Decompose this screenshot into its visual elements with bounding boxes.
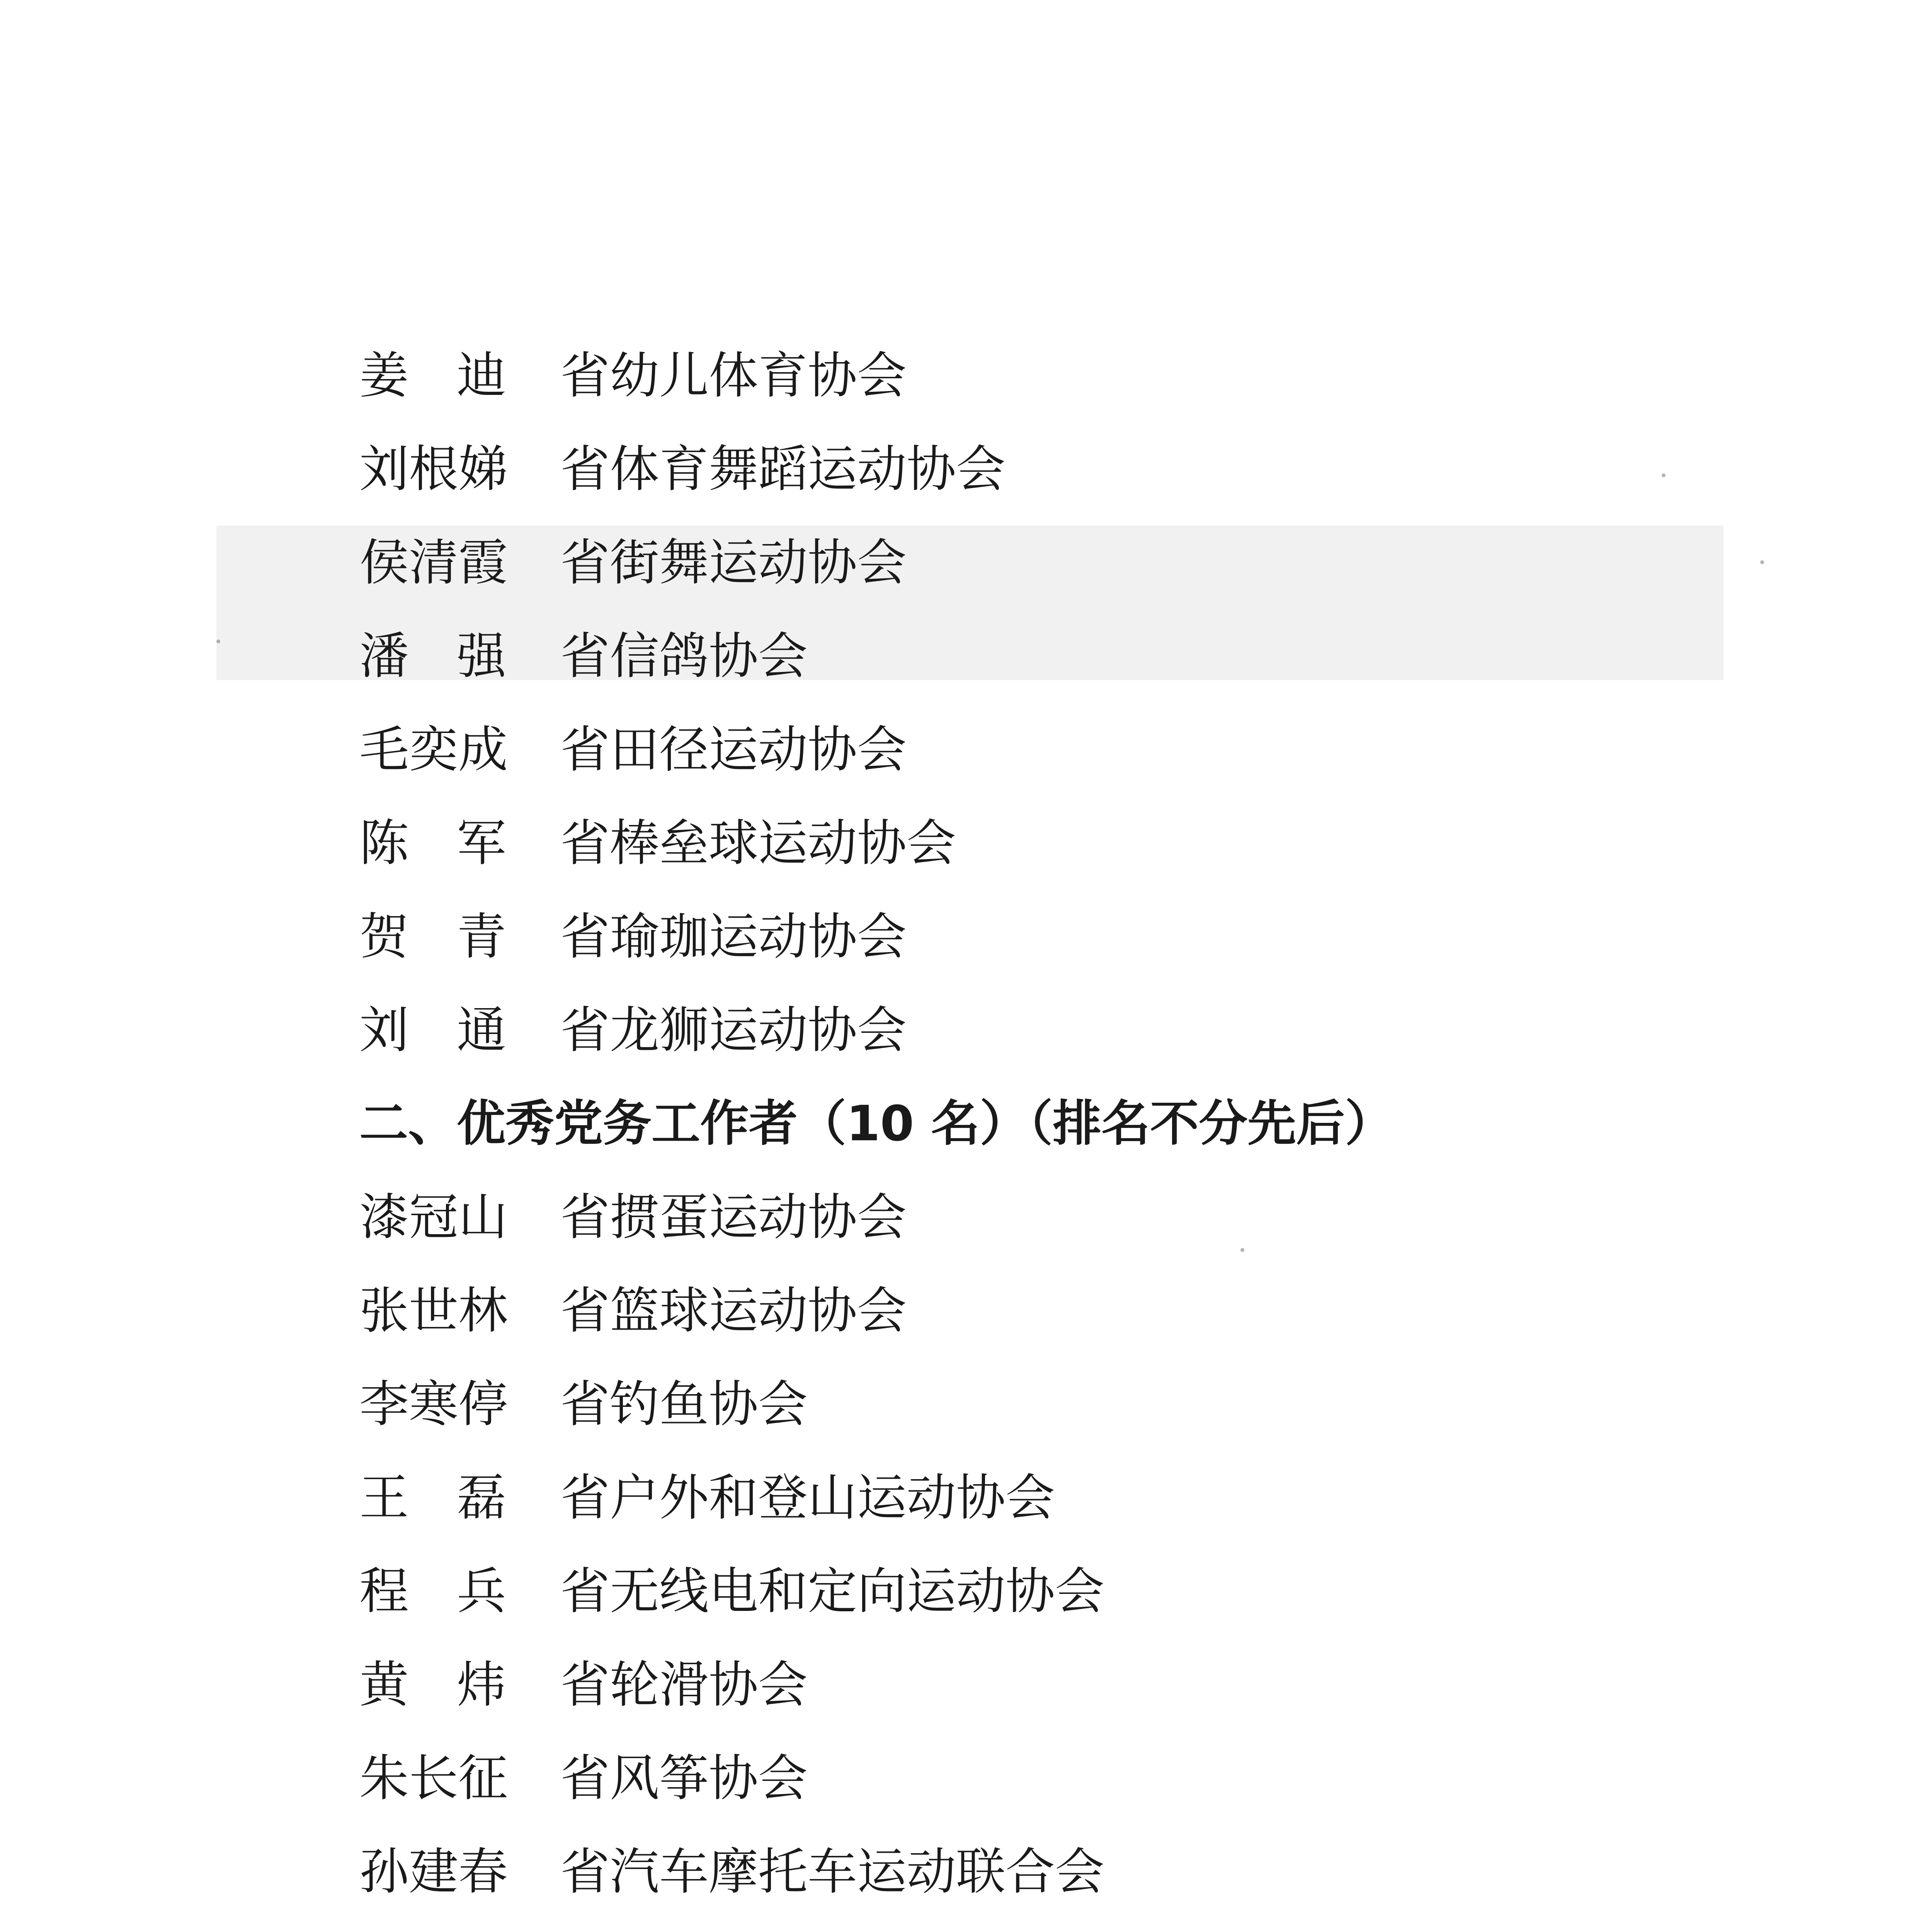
person-name xyxy=(359,803,506,874)
person-organization: 省轮滑协会 xyxy=(560,1656,808,1714)
name-character: 程 xyxy=(359,1563,409,1620)
person-organization: 省掼蛋运动协会 xyxy=(560,1189,907,1246)
list-item xyxy=(359,1166,1751,1260)
person-organization: 省棒垒球运动协会 xyxy=(560,815,956,872)
name-character: 刘 xyxy=(359,440,409,498)
person-name xyxy=(359,1832,506,1903)
name-character: 强 xyxy=(456,628,506,685)
name-character xyxy=(359,1925,409,1932)
list-item xyxy=(359,1821,1751,1914)
document-body xyxy=(359,325,1751,1932)
name-character: 军 xyxy=(456,815,506,872)
name-character: 长 xyxy=(409,1750,459,1807)
person-organization: 省汽车摩托车运动联合会 xyxy=(560,1843,1105,1901)
name-character: 炜 xyxy=(456,1656,506,1714)
name-character: 清 xyxy=(409,534,459,592)
name-character: 春 xyxy=(458,1843,508,1901)
name-character: 毛 xyxy=(359,721,409,779)
name-character: 王 xyxy=(359,1469,409,1527)
name-character: 迪 xyxy=(456,347,506,405)
name-character: 奕 xyxy=(409,721,459,779)
person-organization xyxy=(560,1925,956,1932)
scan-speck xyxy=(1240,1248,1244,1252)
person-organization: 省瑜珈运动协会 xyxy=(560,908,907,966)
section-heading: 二、优秀党务工作者（10 名）（排名不分先后） xyxy=(359,1095,1394,1152)
list-item xyxy=(359,325,1751,418)
list-item xyxy=(359,1447,1751,1540)
name-character xyxy=(457,1925,506,1932)
list-item xyxy=(359,512,1751,605)
name-character: 林 xyxy=(458,1282,508,1340)
list-item xyxy=(359,1260,1751,1353)
person-name xyxy=(359,1738,506,1810)
person-organization: 省街舞运动协会 xyxy=(560,534,907,592)
list-item xyxy=(359,1540,1751,1634)
scan-speck xyxy=(216,639,220,643)
name-character: 根 xyxy=(409,440,459,498)
person-name xyxy=(359,710,506,781)
list-item xyxy=(359,1353,1751,1447)
person-organization: 省信鸽协会 xyxy=(560,628,808,685)
person-name xyxy=(359,1364,506,1435)
name-character: 李 xyxy=(359,1376,409,1433)
person-organization: 省钓鱼协会 xyxy=(560,1376,808,1433)
scan-speck xyxy=(1760,560,1764,564)
list-item xyxy=(359,699,1751,792)
name-character: 世 xyxy=(409,1282,459,1340)
name-character: 孙 xyxy=(359,1843,409,1901)
person-organization: 省田径运动协会 xyxy=(560,721,907,779)
name-character: 漆 xyxy=(359,1189,409,1246)
name-character: 磊 xyxy=(456,1469,506,1527)
person-name xyxy=(359,1177,506,1248)
list-item xyxy=(359,792,1751,886)
person-organization: 省龙狮运动协会 xyxy=(560,1002,907,1059)
name-character: 兵 xyxy=(456,1563,506,1620)
person-name xyxy=(359,523,506,594)
name-character: 成 xyxy=(458,721,508,779)
name-character: 山 xyxy=(458,1189,508,1246)
person-organization: 省风筝协会 xyxy=(560,1750,808,1807)
name-character: 通 xyxy=(456,1002,506,1059)
name-character: 霞 xyxy=(458,534,508,592)
name-character: 潘 xyxy=(359,628,409,685)
person-organization: 省户外和登山运动协会 xyxy=(560,1469,1055,1527)
name-character: 冠 xyxy=(409,1189,459,1246)
list-item xyxy=(359,1914,1751,1932)
person-organization: 省无线电和定向运动协会 xyxy=(560,1563,1105,1620)
person-name xyxy=(359,1925,506,1932)
person-name xyxy=(359,1645,506,1716)
name-character: 娣 xyxy=(458,440,508,498)
scan-speck xyxy=(1662,473,1666,477)
person-name xyxy=(359,897,506,968)
list-item xyxy=(359,1727,1751,1821)
name-character: 寒 xyxy=(409,1376,459,1433)
person-name xyxy=(359,1271,506,1342)
person-name xyxy=(359,429,506,500)
name-character: 停 xyxy=(458,1376,508,1433)
name-character: 张 xyxy=(359,1282,409,1340)
list-item xyxy=(359,886,1751,979)
person-name xyxy=(359,336,506,407)
name-character: 姜 xyxy=(359,347,409,405)
list-item xyxy=(359,1634,1751,1727)
name-character: 刘 xyxy=(359,1002,409,1059)
list-item xyxy=(359,979,1751,1073)
person-organization: 省体育舞蹈运动协会 xyxy=(560,440,1006,498)
person-name xyxy=(359,616,506,687)
name-character: 陈 xyxy=(359,815,409,872)
name-character: 黄 xyxy=(359,1656,409,1714)
list-item xyxy=(359,418,1751,512)
person-name xyxy=(359,990,506,1061)
person-organization: 省篮球运动协会 xyxy=(560,1282,907,1340)
name-character: 侯 xyxy=(359,534,409,592)
person-name xyxy=(359,1458,506,1529)
name-character: 朱 xyxy=(359,1750,409,1807)
name-character: 征 xyxy=(458,1750,508,1807)
person-name xyxy=(359,1551,506,1622)
name-character: 青 xyxy=(456,908,506,966)
list-item xyxy=(359,605,1751,699)
name-character: 建 xyxy=(409,1843,459,1901)
name-character: 贺 xyxy=(359,908,409,966)
person-organization: 省幼儿体育协会 xyxy=(560,347,907,405)
